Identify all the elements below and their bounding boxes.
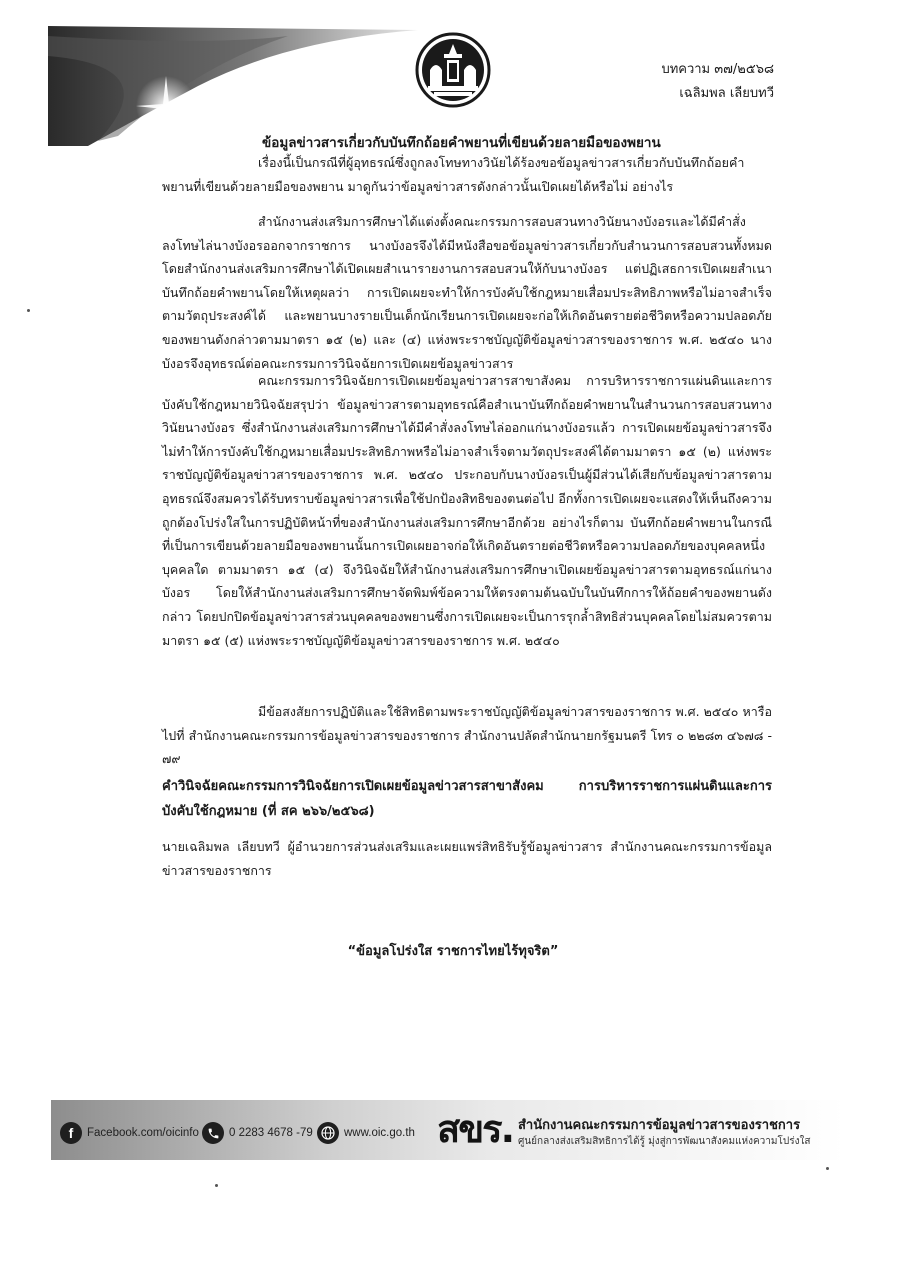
- decision-heading: คำวินิจฉัยคณะกรรมการวินิจฉัยการเปิดเผยข้อมูลข่าวสารสาขาสังคม การบริหารราชการแผ่นดินและการบังคับใช้กฎหมาย (ที่ สค ๒๖๖/๒๕๖๘): [162, 779, 772, 819]
- phone-contact[interactable]: [202, 1122, 313, 1144]
- author-name: เฉลิมพล เลียบทวี: [679, 86, 774, 101]
- paragraph-facts: สำนักงานส่งเสริมการศึกษาได้แต่งตั้งคณะกรรมการสอบสวนทางวินัยนางบังอรและได้มีคำสั่งลงโทษไล่นางบังอรออกจากราชการ นางบังอรจึงได้มีหนังสือขอข้อมูลข่าวสารเกี่ยวกับสำนวนการสอบสวนทั้งหมด โดยสำนักงานส่งเสริมการศึกษาได้เปิดเผยสำเนารายงานการสอบสวนให้กับนางบังอร แต่ปฏิเสธการเปิดเผยสำเนาบันทึกถ้อยคำพยานโดยให้เหตุผลว่า การเปิดเผยจะทำให้การบังคับใช้กฎหมายเสื่อมประสิทธิภาพหรือไม่อาจสำเร็จตามวัตถุประสงค์ได้ และพยานบางรายเป็นเด็กนักเรียนการเปิดเผยจะก่อให้เกิดอันตรายต่อชีวิตหรือความปลอดภัยของพยานดังกล่าวตามมาตรา ๑๕ (๒) และ (๔) แห่งพระราชบัญญัติข้อมูลข่าวสารของราชการ พ.ศ. ๒๕๔๐ นางบังอรจึงอุทธรณ์ต่อคณะกรรมการวินิจฉัยการเปิดเผยข้อมูลข่าวสาร: [162, 214, 772, 371]
- article-number: บทความ ๓๗/๒๕๖๘: [661, 62, 774, 77]
- paragraph-contact: มีข้อสงสัยการปฏิบัติและใช้สิทธิตามพระราชบัญญัติข้อมูลข่าวสารของราชการ พ.ศ. ๒๕๔๐ หารือไปที่ สำนักงานคณะกรรมการข้อมูลข่าวสารของราชการ สำนักงานปลัดสำนักนายกรัฐมนตรี โทร ๐ ๒๒๘๓ ๔๖๗๘ - ๗๙: [162, 704, 772, 767]
- header-swoosh-graphic: [48, 26, 428, 146]
- slogan: “ข้อมูลโปร่งใส ราชการไทยไร้ทุจริต”: [347, 944, 559, 959]
- paragraph-intro: เรื่องนี้เป็นกรณีที่ผู้อุทธรณ์ซึ่งถูกลงโทษทางวินัยได้ร้องขอข้อมูลข่าวสารเกี่ยวกับบันทึกถ้อยคำพยานที่เขียนด้วยลายมือของพยาน มาดูกันว่าข้อมูลข่าวสารดังกล่าวนั้นเปิดเผยได้หรือไม่ อย่างไร: [162, 155, 745, 194]
- scan-speck: [826, 1167, 829, 1170]
- facebook-icon: f: [60, 1122, 82, 1144]
- scan-speck: [215, 1184, 218, 1187]
- org-tagline: ศูนย์กลางส่งเสริมสิทธิการได้รู้ มุ่งสู่การพัฒนาสังคมแห่งความโปร่งใส: [518, 1136, 811, 1147]
- facebook-text: Facebook.com/oicinfo: [87, 1127, 199, 1139]
- website-link[interactable]: [317, 1122, 415, 1144]
- website-text: www.oic.go.th: [344, 1127, 415, 1139]
- phone-icon: [202, 1122, 224, 1144]
- document-title: ข้อมูลข่าวสารเกี่ยวกับบันทึกถ้อยคำพยานที่เขียนด้วยลายมือของพยาน: [262, 135, 661, 151]
- author-line: นายเฉลิมพล เลียบทวี ผู้อำนวยการส่วนส่งเสริมและเผยแพร่สิทธิรับรู้ข้อมูลข่าวสาร สำนักงานคณะกรรมการข้อมูลข่าวสารของราชการ: [162, 839, 772, 878]
- org-logo-text: สขร.: [437, 1107, 514, 1151]
- government-emblem-icon: [414, 30, 492, 110]
- scan-speck: [27, 309, 30, 312]
- org-name: สำนักงานคณะกรรมการข้อมูลข่าวสารของราชการ: [518, 1118, 801, 1133]
- facebook-link[interactable]: [60, 1122, 199, 1144]
- reference-block: [661, 58, 774, 106]
- paragraph-decision: คณะกรรมการวินิจฉัยการเปิดเผยข้อมูลข่าวสารสาขาสังคม การบริหารราชการแผ่นดินและการบังคับใช้กฎหมายวินิจฉัยสรุปว่า ข้อมูลข่าวสารตามอุทธรณ์คือสำเนาบันทึกถ้อยคำพยานในสำนวนการสอบสวนทางวินัยนางบังอร ซึ่งสำนักงานส่งเสริมการศึกษาได้มีคำสั่งลงโทษไล่ออกแก่นางบังอรแล้ว การเปิดเผยข้อมูลข่าวสารจึงไม่ทำให้การบังคับใช้กฎหมายเสื่อมประสิทธิภาพหรือไม่อาจสำเร็จตามวัตถุประสงค์ได้ตามมาตรา ๑๕ (๒) แห่งพระราชบัญญัติข้อมูลข่าวสารของราชการ พ.ศ. ๒๕๔๐ ประกอบกับนางบังอรเป็นผู้มีส่วนได้เสียกับข้อมูลข่าวสารตามอุทธรณ์จึงสมควรได้รับทราบข้อมูลข่าวสารเพื่อใช้ปกป้องสิทธิของตนต่อไป อีกทั้งการเปิดเผยจะแสดงให้เห็นถึงความถูกต้องโปร่งใสในการปฏิบัติหน้าที่ของสำนักงานส่งเสริมการศึกษาอีกด้วย อย่างไรก็ตาม บันทึกถ้อยคำพยานในกรณีที่เป็นการเขียนด้วยลายมือของพยานนั้นการเปิดเผยอาจก่อให้เกิดอันตรายต่อชีวิตหรือความปลอดภัยของบุคคลหนึ่ง บุคคลใด ตามมาตรา ๑๕ (๔) จึงวินิจฉัยให้สำนักงานส่งเสริมการศึกษาเปิดเผยข้อมูลข่าวสารตามอุทธรณ์แก่นางบังอร โดยให้สำนักงานส่งเสริมการศึกษาจัดพิมพ์ข้อความให้ตรงตามต้นฉบับในบันทึกการให้ถ้อยคำของพยานดังกล่าว โดยปกปิดข้อมูลข่าวสารส่วนบุคคลของพยานซึ่งการเปิดเผยจะเป็นการรุกล้ำสิทธิส่วนบุคคลโดยไม่สมควรตามมาตรา ๑๕ (๕) แห่งพระราชบัญญัติข้อมูลข่าวสารของราชการ พ.ศ. ๒๕๔๐: [162, 373, 772, 648]
- phone-text: 0 2283 4678 -79: [229, 1127, 313, 1139]
- globe-icon: [317, 1122, 339, 1144]
